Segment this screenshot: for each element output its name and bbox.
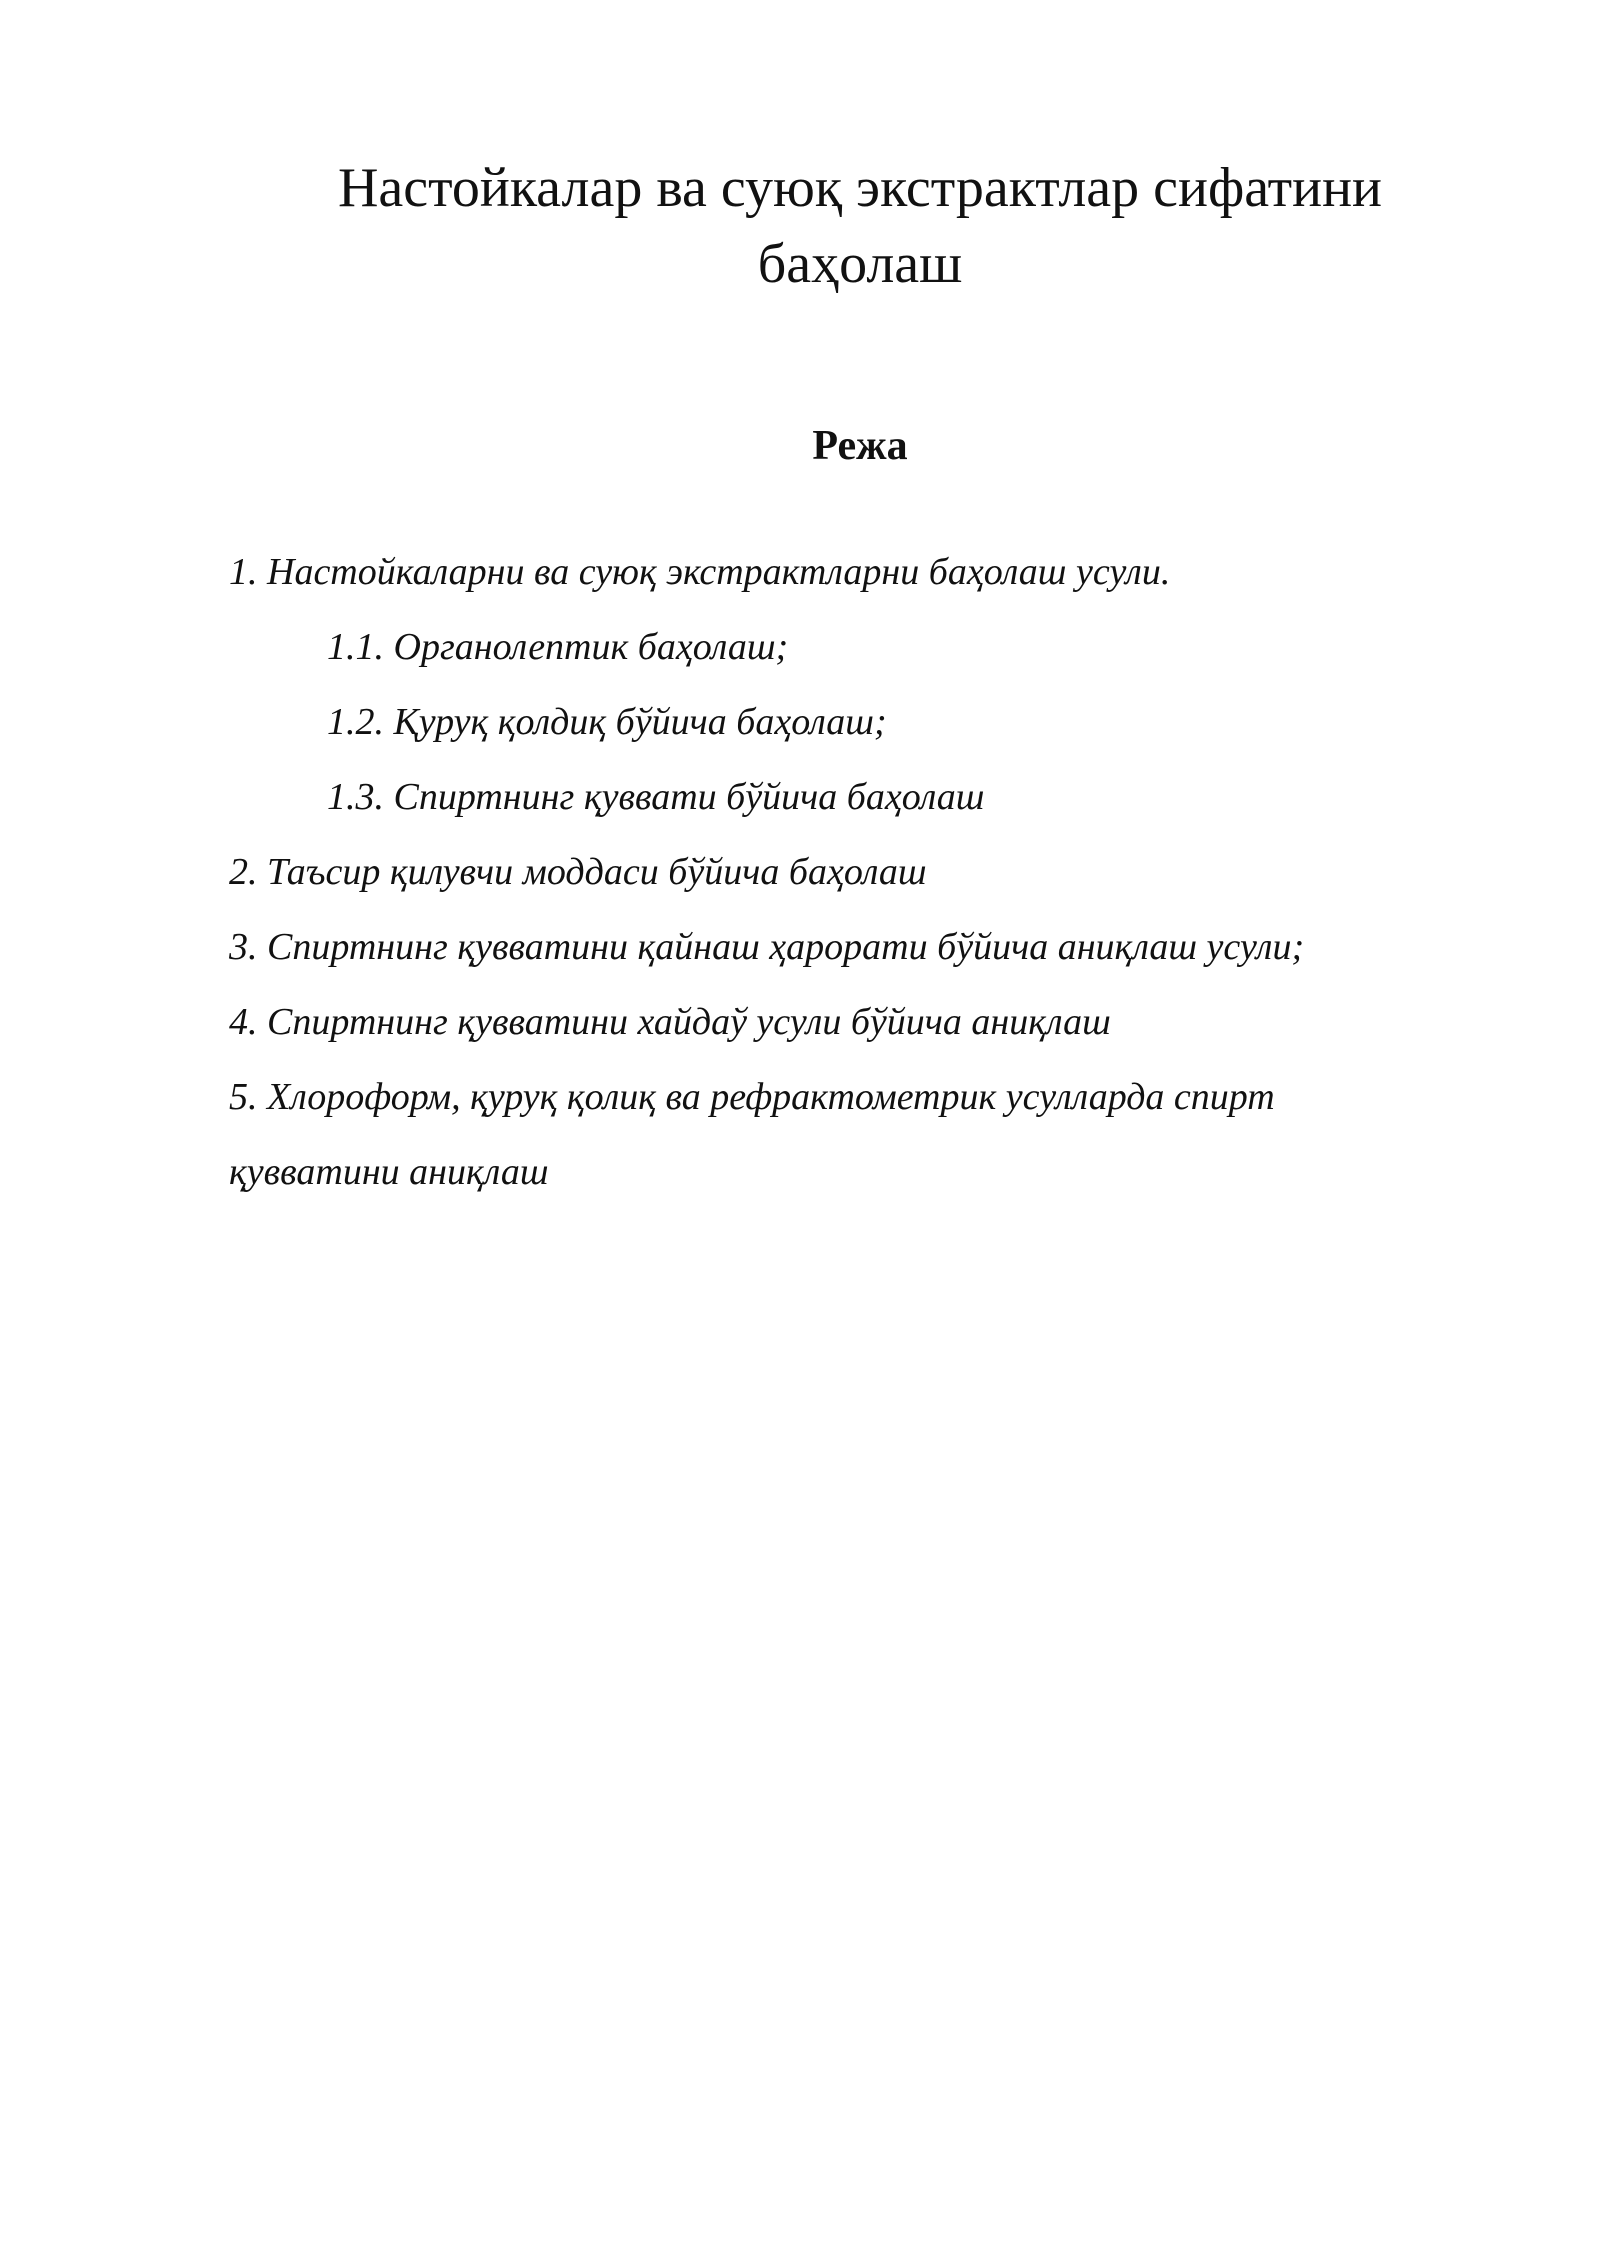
document-title: [200, 150, 1520, 302]
plan-item-1-1: 1.1. Органолептик баҳолаш;: [327, 626, 789, 668]
plan-list: [229, 535, 1509, 1210]
title-line-1: Настойкалар ва суюқ экстрактлар сифатини: [337, 157, 1383, 219]
plan-item-1-2: 1.2. Қуруқ қолдиқ бўйича баҳолаш;: [327, 701, 887, 743]
plan-item-1: 1. Настойкаларни ва суюқ экстрактларни баҳолаш усули.: [229, 551, 1171, 593]
plan-item-5: 5. Хлороформ, қуруқ қолиқ ва рефрактометрик усулларда спирт: [229, 1076, 1275, 1118]
plan-item-2: 2. Таъсир қилувчи моддаси бўйича баҳолаш: [229, 851, 927, 893]
plan-item-1-3: 1.3. Спиртнинг қуввати бўйича баҳолаш: [327, 776, 985, 818]
plan-item-3: 3. Спиртнинг қувватини қайнаш ҳарорати бўйича аниқлаш усули;: [229, 926, 1305, 968]
plan-item-5-continuation: қувватини аниқлаш: [229, 1151, 549, 1193]
plan-item-4: 4. Спиртнинг қувватини хайдаў усули бўйича аниқлаш: [229, 1001, 1111, 1043]
title-line-2: баҳолаш: [757, 233, 963, 295]
plan-heading: Режа: [812, 423, 908, 469]
